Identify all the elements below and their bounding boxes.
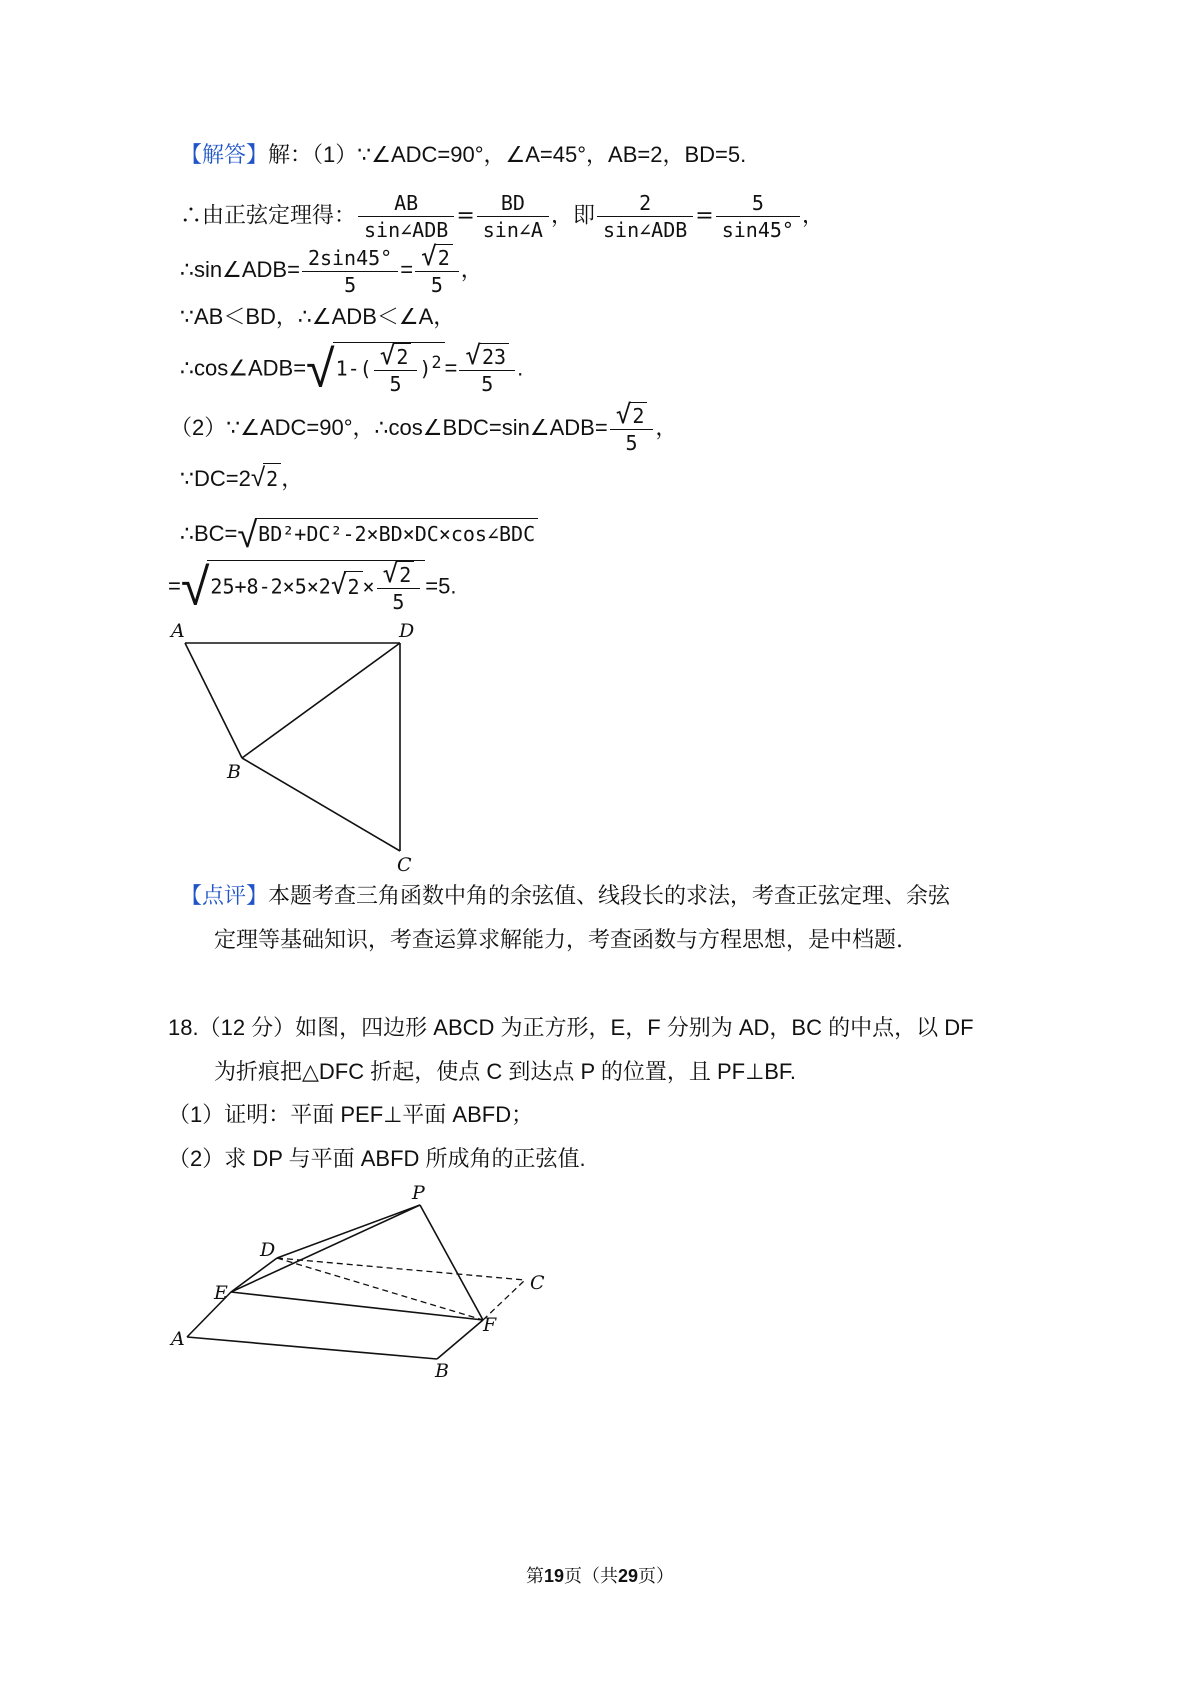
label-a2: A [171,1328,185,1350]
fraction-root2-5-part2: $\frac{√2}{5}$ [610,402,654,456]
label-d2: D [260,1239,276,1261]
page-number: 19 [543,1566,564,1586]
segment-pd [277,1205,420,1258]
solution-line-5: ∴cos∠ADB=√1-( $\frac{√2}{5}$ )$^2$ = $\frac{√23}{5}$ . [180,340,524,399]
sine-law-mid: ，即 [550,203,595,229]
bc-prefix: ∴BC= [180,520,238,546]
problem-18-question-2: （2）求 DP 与平面 ABFD 所成角的正弦值. [168,1146,586,1171]
fraction-bd-sina: $\frac{BD}{\sin\angle A}$ [477,190,549,243]
cos-adb-prefix: ∴cos∠ADB= [180,355,307,381]
bc-radicand: BD²+DC²-2×BD×DC×cos∠BDC [255,518,538,549]
fraction-root2-5-inner: $\frac{√2}{5}$ [374,343,418,397]
label-b2: B [435,1360,449,1382]
label-p: P [412,1185,425,1204]
segment-de [231,1258,277,1292]
label-e: E [214,1282,228,1304]
solution-text-1: 解：（1）∵∠ADC=90°，∠A=45°，AB=2，BD=5. [268,142,747,167]
triangle-figure [165,615,425,875]
solution-line-7: ∵DC=2√2 ， [180,462,304,492]
label-c2: C [530,1272,545,1294]
sine-law-prefix: ∴由正弦定理得： [180,203,357,229]
segment-bd [242,643,400,758]
problem-18-question-1: （1）证明：平面 PEF⊥平面 ABFD； [168,1102,534,1127]
comment-text-1: 本题考查三角函数中角的余弦值、线段长的求法，考查正弦定理、余弦 [268,884,951,909]
label-f: F [483,1314,497,1336]
segment-ab [185,643,242,758]
fraction-2-sinadb: $\frac{2}{\text{sin∠ADB}}$ [597,190,693,243]
fraction-root23-5: $\frac{√23}{5}$ [459,343,515,397]
fraction-root2-5: $\frac{√2}{5}$ [415,244,459,298]
comment-line-1 [180,882,950,912]
segment-bf [437,1320,483,1359]
segment-ef [231,1292,483,1320]
comment-line-2: 定理等基础知识，考查运算求解能力，考查函数与方程思想，是中档题. [214,928,903,953]
page-total: 29 [618,1566,639,1586]
sin-adb-prefix: ∴sin∠ADB= [180,256,300,282]
bc-value-radicand: 25+8-2×5×2√2 × $\frac{√2}{5}$ [207,560,425,615]
label-d: D [399,620,415,642]
cos-adb-radicand: 1-( $\frac{√2}{5}$ )$^2$ [333,342,445,397]
segment-pf [420,1205,483,1320]
fraction-5-sin45: $\frac{5}{\sin 45^\circ}$ [716,190,800,243]
solution-line-6: （2）∵∠ADC=90°，∴cos∠BDC=sin∠ADB= $\frac{√2}{5}$ ， [170,400,678,455]
fraction-ab-sinadb: $\frac{AB}{\text{sin∠ADB}}$ [358,190,454,243]
page-footer: 第19页（共29页） [525,1566,675,1587]
fraction-2sin45-5: $\frac{2\sin 45^\circ}{5}$ [302,245,398,298]
solution-line-2: ∴由正弦定理得： $\frac{AB}{\text{sin∠ADB}}$ = $\frac{BD}{\sin\angle A}$ ，即 $\frac{2}{\text{sin∠ADB}}$ = $\frac{5}{\sin 45^\circ}$ ， [180,191,824,242]
bc-result: =5. [425,573,457,599]
label-a: A [171,620,185,642]
folding-figure [165,1185,585,1385]
solution-line-3: ∴sin∠ADB= $\frac{2\sin 45^\circ}{5}$ = $\frac{√2}{5}$ ， [180,242,483,297]
label-c: C [397,854,412,875]
solution-line-9: =√25+8-2×5×2√2 × $\frac{√2}{5}$ =5. [168,558,457,617]
solution-line-8: ∴BC=√BD²+DC²-2×BD×DC×cos∠BDC [180,510,538,560]
segment-dc-dashed [277,1258,525,1280]
solution-tag: 【解答】 [180,143,269,168]
dc-radicand: 2 [263,463,281,494]
solution-line-4: ∵AB＜BD，∴∠ADB＜∠A， [180,304,456,329]
comment-tag: 【点评】 [180,884,269,909]
segment-ab [187,1337,437,1359]
dc-prefix: ∵DC=2 [180,466,251,491]
part2-prefix: （2）∵∠ADC=90°，∴cos∠BDC=sin∠ADB= [170,414,608,440]
problem-18-line-1: 18.（12 分）如图，四边形 ABCD 为正方形，E，F 分别为 AD，BC 的中点，以 DF [168,1015,974,1040]
fraction-root2-5-bc: $\frac{√2}{5}$ [377,561,421,615]
problem-18-line-2: 为折痕把△DFC 折起，使点 C 到达点 P 的位置，且 PF⊥BF. [214,1059,797,1084]
solution-line-1 [180,140,746,171]
label-b: B [227,761,241,783]
segment-bc [242,758,400,851]
